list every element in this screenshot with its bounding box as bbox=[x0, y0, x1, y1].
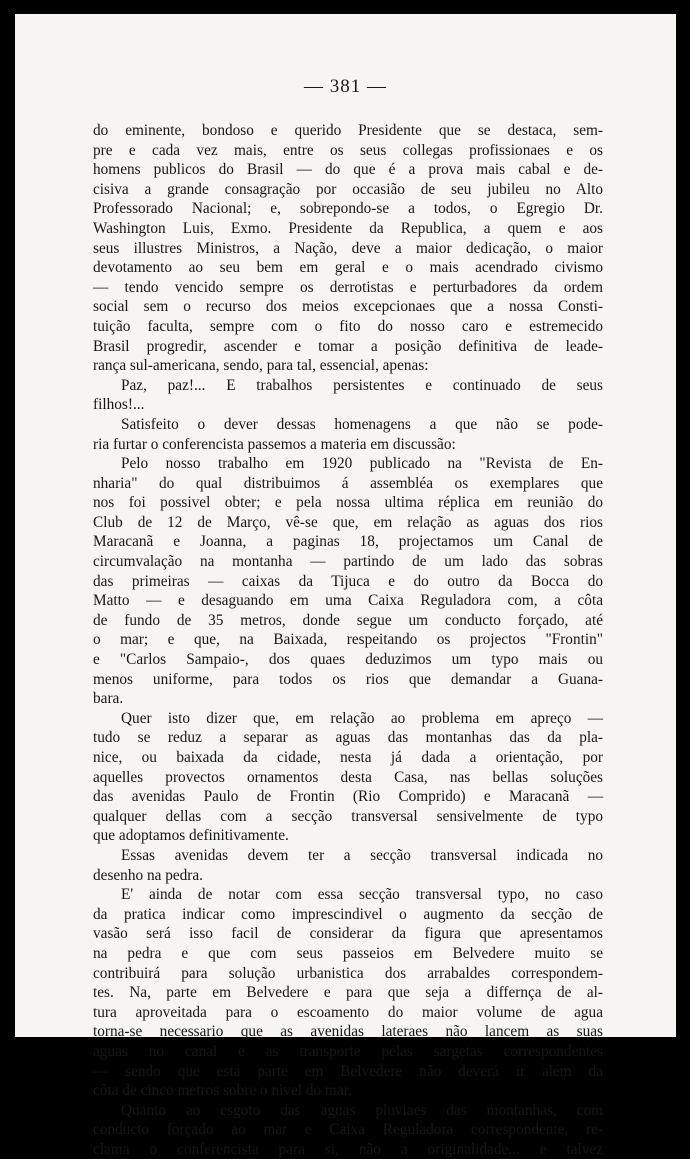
text-line: Satisfeito o dever dessas homenagens a que não se pode- bbox=[121, 415, 603, 433]
text-line: qualquer dellas com a secção transversal sensivelmente de typo bbox=[93, 807, 603, 825]
text-line: Brasil progredir, ascender e tomar a posição definitiva de leade- bbox=[93, 337, 603, 355]
text-line: vasão será isso facil de considerar da figura que apresentamos bbox=[93, 925, 603, 943]
text-line: cisiva a grande consagração por occasião de seu jubileu no Alto bbox=[93, 180, 603, 198]
text-line: filhos!... bbox=[93, 396, 145, 414]
text-line: do eminente, bondoso e querido Presidente que se destaca, sem- bbox=[93, 122, 603, 139]
text-line: Maracanã e Joanna, a paginas 18, projectamos um Canal de bbox=[93, 533, 603, 551]
text-line: bara. bbox=[93, 690, 124, 708]
text-line: contribuirá para solução urbanistica dos arrabaldes correspondem- bbox=[93, 964, 603, 982]
text-line: Paz, paz!... E trabalhos persistentes e continuado de seus bbox=[121, 376, 603, 394]
text-line: Pelo nosso trabalho em 1920 publicado na "Revista de En- bbox=[121, 455, 603, 473]
text-line: — tendo vencido sempre os derrotistas e perturbadores da ordem bbox=[93, 278, 603, 296]
text-line: tes. Na, parte em Belvedere e para que seja a differnça de al- bbox=[93, 984, 603, 1002]
text-line: ria furtar o conferencista passemos a materia em discussão: bbox=[93, 435, 456, 453]
text-line: da pratica indicar como imprescindivel o augmento da secção de bbox=[93, 905, 603, 923]
text-line: Quanto ao esgoto das aguas pluviaes das montanhas, com bbox=[121, 1101, 603, 1119]
text-line: homens publicos do Brasil — do que é a prova mais cabal e de- bbox=[93, 161, 603, 179]
text-line: aguas no canal e as transporte pelas sargetas correspondentes bbox=[93, 1042, 603, 1060]
text-line: nos foi possivel obter; e pela nossa ultima réplica em reunião do bbox=[93, 494, 603, 512]
text-line: conducto forçado ao mar e Caixa Reguladora correspondente, re- bbox=[93, 1121, 603, 1139]
page-number: — 381 — bbox=[304, 76, 387, 97]
text-line: tudo se reduz a separar as aguas das montanhas das da pla- bbox=[93, 729, 603, 747]
text-line: seus illustres Ministros, a Nação, deve a maior dedicação, o maior bbox=[93, 239, 603, 257]
text-line: Quer isto dizer que, em relação ao problema em apreço — bbox=[121, 709, 603, 727]
text-line: devotamento ao seu bem em geral e o mais acendrado civismo bbox=[93, 259, 603, 277]
text-line: torna-se necessario que as avenidas lateraes não lancem as suas bbox=[93, 1023, 603, 1041]
text-line: de fundo de 35 metros, donde segue um conducto forçado, até bbox=[93, 611, 603, 629]
text-line: das avenidas Paulo de Frontin (Rio Comprido) e Maracanã — bbox=[93, 788, 603, 806]
text-line: que adoptamos definitivamente. bbox=[93, 827, 289, 845]
document-page bbox=[15, 14, 676, 1158]
text-line: o mar; e que, na Baixada, respeitando os projectos "Frontin" bbox=[93, 631, 603, 649]
text-line: — sendo que esta parte em Belvedere não deverá ir além da bbox=[93, 1062, 603, 1080]
text-line: pre e cada vez mais, entre os seus collegas profissionaes e os bbox=[93, 141, 603, 159]
text-line: e "Carlos Sampaio-, dos quaes deduzimos um typo mais ou bbox=[93, 651, 603, 669]
text-line: nharia" do qual distribuimos á assembléa os exemplares que bbox=[93, 474, 603, 492]
text-line: clama o conferencista para si, não a originalidade... e talvez bbox=[93, 1140, 603, 1158]
text-line: E' ainda de notar com essa secção transversal typo, no caso bbox=[121, 886, 603, 904]
text-line: tura aproveitada para o escoamento do maior volume de agua bbox=[93, 1003, 603, 1021]
text-line: Essas avenidas devem ter a secção transversal indicada no bbox=[121, 846, 603, 864]
text-line: na pedra e que com seus passeios em Belvedere muito se bbox=[93, 944, 603, 962]
text-line: Professorado Nacional; e, sobrepondo-se a todos, o Egregio Dr. bbox=[93, 200, 603, 218]
text-line: rança sul-americana, sendo, para tal, essencial, apenas: bbox=[93, 357, 429, 375]
text-line: tuição faculta, sempre com o fito do nosso caro e estremecido bbox=[93, 317, 603, 335]
text-line: social sem o recurso dos meios excepcionaes que a nossa Consti- bbox=[93, 298, 603, 316]
body-text bbox=[93, 121, 603, 1159]
text-line: circumvalação na montanha — partindo de um lado das sobras bbox=[93, 553, 603, 571]
text-line: nice, ou baixada da cidade, nesta já dada a orientação, por bbox=[93, 749, 603, 766]
text-line: côta de cinco metros sobre o nivel do mar. bbox=[93, 1082, 352, 1100]
text-line: aquelles provectos ornamentos desta Casa, nas bellas soluções bbox=[93, 768, 603, 786]
text-line: desenho na pedra. bbox=[93, 866, 204, 884]
text-line: Washington Luis, Exmo. Presidente da Republica, a quem e aos bbox=[93, 219, 603, 237]
text-line: Club de 12 de Março, vê-se que, em relação as aguas dos rios bbox=[93, 513, 603, 531]
text-line: das primeiras — caixas da Tijuca e do outro da Bocca do bbox=[93, 572, 603, 590]
text-line: menos uniforme, para todos os rios que demandar a Guana- bbox=[93, 670, 603, 688]
text-line: Matto — e desaguando em uma Caixa Reguladora com, a côta bbox=[93, 592, 603, 610]
